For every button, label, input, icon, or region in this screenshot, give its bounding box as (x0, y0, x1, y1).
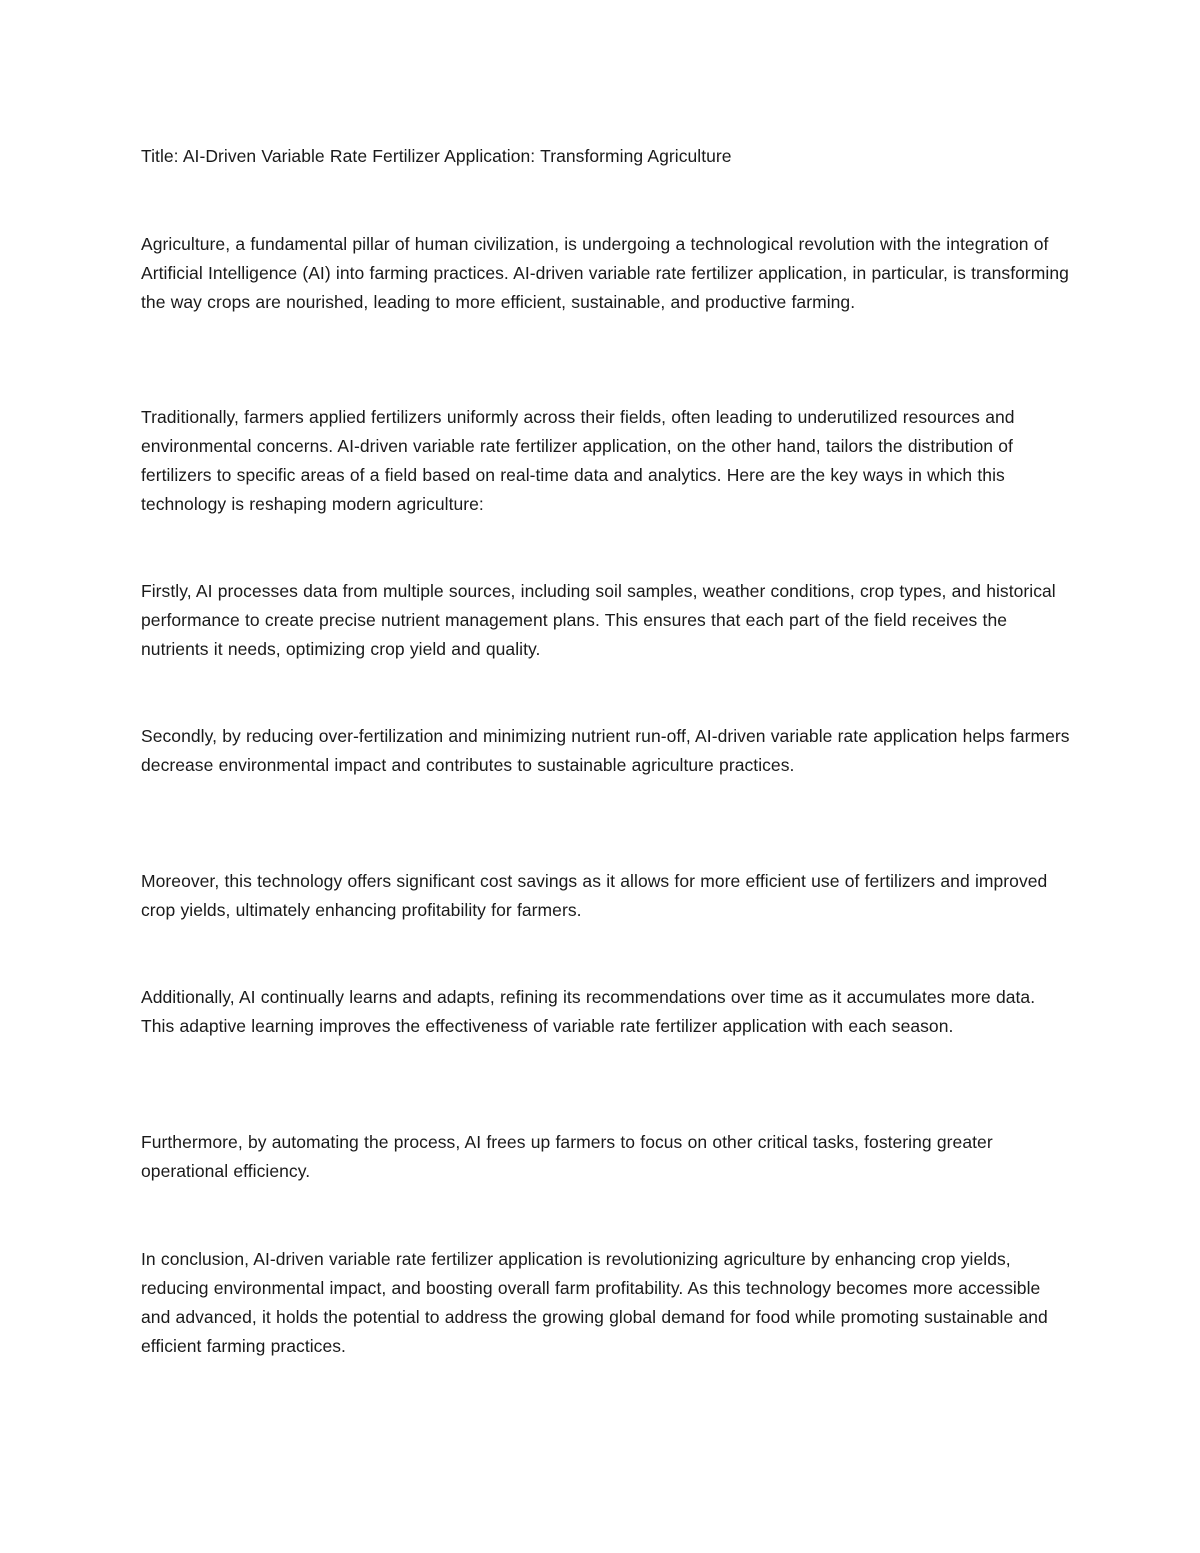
paragraph-conclusion: In conclusion, AI-driven variable rate fertilizer application is revolutionizing agriculture by enhancing crop yields, reducing environmental impact, and boosting overall farm profitability. As this technology becomes more accessible and advanced, it holds the potential to address the growing global demand for food while promoting sustainable and efficient farming practices. (141, 1249, 1048, 1356)
paragraph-secondly: Secondly, by reducing over-fertilization and minimizing nutrient run-off, AI-driven variable rate application helps farmers decrease environmental impact and contributes to sustainable agriculture practices. (141, 726, 1070, 775)
paragraph-firstly: Firstly, AI processes data from multiple sources, including soil samples, weather conditions, crop types, and historical performance to create precise nutrient management plans. This ensures that each part of the field receives the nutrients it needs, optimizing crop yield and quality. (141, 581, 1056, 659)
document-title: Title: AI-Driven Variable Rate Fertilizer Application: Transforming Agriculture (141, 146, 732, 166)
paragraph-introduction: Agriculture, a fundamental pillar of human civilization, is undergoing a technological revolution with the integration of Artificial Intelligence (AI) into farming practices. AI-driven variable rate fertilizer application, in particular, is transforming the way crops are nourished, leading to more efficient, sustainable, and productive farming. (141, 234, 1069, 312)
paragraph-additionally: Additionally, AI continually learns and adapts, refining its recommendations over time as it accumulates more data. This adaptive learning improves the effectiveness of variable rate fertilizer application with each season. (141, 987, 1036, 1036)
paragraph-furthermore: Furthermore, by automating the process, AI frees up farmers to focus on other critical tasks, fostering greater operational efficiency. (141, 1132, 993, 1181)
paragraph-traditional-methods: Traditionally, farmers applied fertilizers uniformly across their fields, often leading to underutilized resources and environmental concerns. AI-driven variable rate fertilizer application, on the other hand, tailors the distribution of fertilizers to specific areas of a field based on real-time data and analytics. Here are the key ways in which this technology is reshaping modern agriculture: (141, 407, 1015, 514)
paragraph-moreover: Moreover, this technology offers significant cost savings as it allows for more efficient use of fertilizers and improved crop yields, ultimately enhancing profitability for farmers. (141, 871, 1048, 920)
